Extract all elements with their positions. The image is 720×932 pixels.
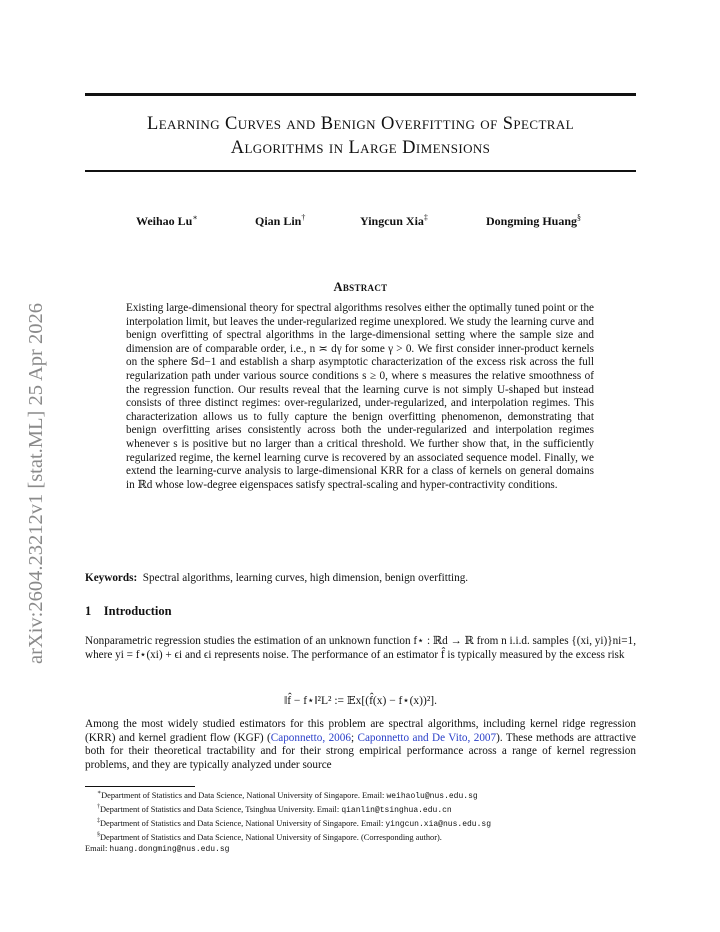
email-huang[interactable]: huang.dongming@nus.edu.sg <box>109 845 230 855</box>
author-1: Weihao Lu∗ <box>136 213 198 228</box>
author-3: Yingcun Xia‡ <box>360 213 428 228</box>
footnote-4-email-line: Email: huang.dongming@nus.edu.sg <box>85 844 230 855</box>
footnote-2: †Department of Statistics and Data Science, Tsinghua University. Email: qianlin@tsinghua.edu.cn <box>97 804 452 815</box>
footnote-4: §Department of Statistics and Data Science, National University of Singapore. (Corresponding author). <box>97 832 442 843</box>
author-4: Dongming Huang§ <box>486 213 582 228</box>
author-list <box>85 213 636 233</box>
abstract-heading: Abstract <box>333 280 388 294</box>
excess-risk-equation: ‖f̂ − f⋆‖²L² := 𝔼x[(f̂(x) − f⋆(x))²]. <box>284 695 437 707</box>
citation-caponnetto-2006[interactable]: Caponnetto, 2006 <box>270 731 351 744</box>
paper-title-line-2: Algorithms in Large Dimensions <box>230 138 491 158</box>
section-number: 1 <box>85 604 92 618</box>
footnote-3: ‡Department of Statistics and Data Science, National University of Singapore. Email: yingcun.xia@nus.edu.sg <box>97 818 491 829</box>
author-2: Qian Lin† <box>255 213 306 228</box>
footnote-rule <box>85 786 195 787</box>
keywords-text: Spectral algorithms, learning curves, high dimension, benign overfitting. <box>142 572 469 584</box>
footnote-1: ∗Department of Statistics and Data Science, National University of Singapore. Email: weihaolu@nus.edu.sg <box>97 790 478 801</box>
intro-paragraph-1: Nonparametric regression studies the estimation of an unknown function f⋆ : ℝd → ℝ from n i.i.d. samples {(xi, yi)}ni=1, where yi = f⋆(xi) + ϵi and ϵi represents noise. The performance of an estimator f̂ is typically measured by the excess risk <box>85 635 636 661</box>
arxiv-id-text: arXiv:2604.23212v1 [stat.ML] 25 Apr 2026 <box>25 303 47 664</box>
footnotes <box>85 788 645 856</box>
email-xia[interactable]: yingcun.xia@nus.edu.sg <box>385 819 491 829</box>
section-title: Introduction <box>103 604 172 618</box>
title-top-rule <box>85 93 636 96</box>
paper-title <box>85 112 636 160</box>
section-heading <box>85 604 172 619</box>
title-bottom-rule <box>85 170 636 172</box>
paper-title-line-1: Learning Curves and Benign Overfitting of Spectral <box>147 114 574 134</box>
email-lu[interactable]: weihaolu@nus.edu.sg <box>386 791 478 801</box>
intro-paragraph-2: Among the most widely studied estimators for this problem are spectral algorithms, including kernel ridge regression (KRR) and kernel gradient flow (KGF) (Caponnetto, 2006; Caponnetto and De Vito, 2007). These methods are attractive both for their theoretical tractability and for their strong empirical performance across a range of kernel regression problems, and they are typically analyzed under source <box>85 718 637 771</box>
citation-caponnetto-devito-2007[interactable]: Caponnetto and De Vito, 2007 <box>357 731 497 744</box>
keywords-label: Keywords: <box>85 572 138 584</box>
keywords <box>85 571 636 585</box>
arxiv-stamp <box>2 248 62 668</box>
email-lin[interactable]: qianlin@tsinghua.edu.cn <box>341 805 452 815</box>
abstract-text: Existing large-dimensional theory for spectral algorithms resolves either the optimally tuned point or the interpolation limit, but leaves the under-regularized regime unexplored. We study the learning curve and benign overfitting of spectral algorithms in the large-dimensional setting where the sample size and dimension are of comparable order, i.e., n ≍ dγ for some γ > 0. We first consider inner-product kernels on the sphere 𝕊d−1 and establish a sharp asymptotic characterization of the excess risk across the full regularization path under various source conditions s ≥ 0, where s measures the relative smoothness of the regression function. Our results reveal that the learning curve is not simply U-shaped but instead consists of three distinct regimes: over-regularized, under-regularized, and interpolation regimes. This characterization allows us to fully capture the benign overfitting phenomenon, demonstrating that benign overfitting arises consistently across both the under-regularized and interpolation regimes whenever s is positive but no larger than a critical threshold. We further show that, in the sufficiently regularized regime, the kernel learning curve is recovered by an associated sequence model. Finally, we extend the learning-curve analysis to large-dimensional KRR for a class of kernels on general domains in ℝd whose low-degree eigenspaces satisfy spectral-scaling and hyper-contractivity conditions. <box>126 302 595 491</box>
